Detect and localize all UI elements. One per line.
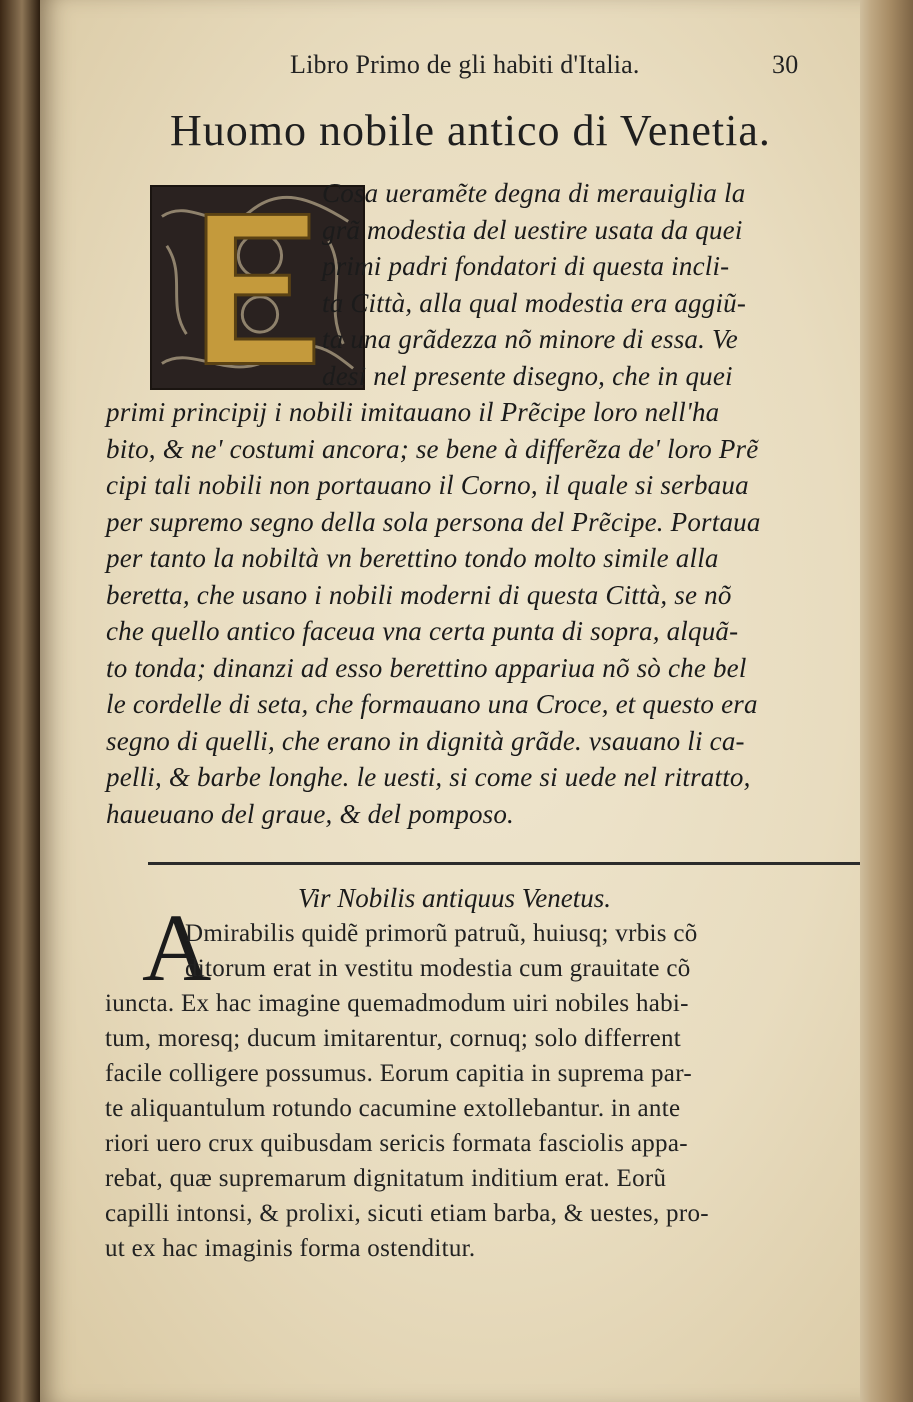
section-divider xyxy=(148,862,860,865)
italian-text-line: primi principij i nobili imitauano il Prẽcipe loro nell'ha xyxy=(106,397,720,427)
italian-text-line: primi padri fondatori di questa incli- xyxy=(322,251,730,281)
latin-text-line: ditorum erat in vestitu modestia cum grauitate cõ xyxy=(185,955,691,982)
italian-text-line: segno di quelli, che erano in dignità grãde. vsauano li ca- xyxy=(106,725,745,756)
italian-text-line: beretta, che usano i nobili moderni di questa Città, se nõ xyxy=(106,579,732,610)
italian-text-line: cipi tali nobili non portauano il Corno, il quale si serbaua xyxy=(106,470,749,500)
italian-text-line: per tanto la nobiltà vn berettino tondo molto simile alla xyxy=(106,543,719,573)
italian-text-line: bito, & ne' costumi ancora; se bene à differẽza de' loro Prẽ xyxy=(106,433,759,464)
italian-text-line: le cordelle di seta, che formauano una Croce, et questo era xyxy=(106,689,758,719)
italian-text-line: ta una grãdezza nõ minore di essa. Ve xyxy=(322,324,738,354)
book-page xyxy=(40,0,860,1402)
running-head xyxy=(290,50,850,80)
running-head-title: Libro Primo de gli habiti d'Italia. xyxy=(290,50,640,79)
latin-text-line: Dmirabilis quidẽ primorũ patruũ, huiusq; vrbis cõ xyxy=(185,920,698,947)
latin-heading: Vir Nobilis antiquus Venetus. xyxy=(298,883,612,913)
italian-text-line: grã modestia del uestire usata da quei xyxy=(322,214,743,245)
binding-edge xyxy=(853,0,913,1402)
latin-text-line: ut ex hac imaginis forma ostenditur. xyxy=(105,1235,476,1262)
italian-text-line: desi nel presente disegno, che in quei xyxy=(322,360,733,391)
latin-initial-letter: A xyxy=(142,894,212,1001)
italian-text-line: ta Città, alla qual modestia era aggiũ- xyxy=(322,287,747,318)
latin-text-line: capilli intonsi, & prolixi, sicuti etiam barba, & uestes, pro- xyxy=(105,1200,709,1227)
latin-text-line: rebat, quæ supremarum dignitatum inditium erat. Eorũ xyxy=(105,1165,667,1192)
latin-text-line: facile colligere possumus. Eorum capitia in suprema par- xyxy=(105,1060,692,1087)
italian-text-line: pelli, & barbe longhe. le uesti, si come si uede nel ritratto, xyxy=(106,762,751,792)
italian-text-line: per supremo segno della sola persona del Prẽcipe. Portaua xyxy=(106,506,761,537)
italian-text-line: Cosa ueramẽte degna di merauiglia la xyxy=(322,178,746,208)
italian-text-line: to tonda; dinanzi ad esso berettino appariua nõ sò che bel xyxy=(106,652,747,683)
latin-text-line: iuncta. Ex hac imagine quemadmodum uiri nobiles habi- xyxy=(105,990,689,1017)
italian-text-line: haueuano del graue, & del pomposo. xyxy=(106,798,515,829)
chapter-title: Huomo nobile antico di Venetia. xyxy=(170,106,771,155)
latin-text-line: te aliquantulum rotundo cacumine extollebantur. in ante xyxy=(105,1095,681,1122)
latin-text-line: riori uero crux quibusdam sericis formata fasciolis appa- xyxy=(105,1130,688,1157)
italian-text-line: che quello antico faceua vna certa punta di sopra, alquã- xyxy=(106,616,739,646)
page-number: 30 xyxy=(772,50,799,79)
facing-page-edge xyxy=(0,0,40,1402)
latin-text-line: tum, moresq; ducum imitarentur, cornuq; solo differrent xyxy=(105,1025,682,1052)
